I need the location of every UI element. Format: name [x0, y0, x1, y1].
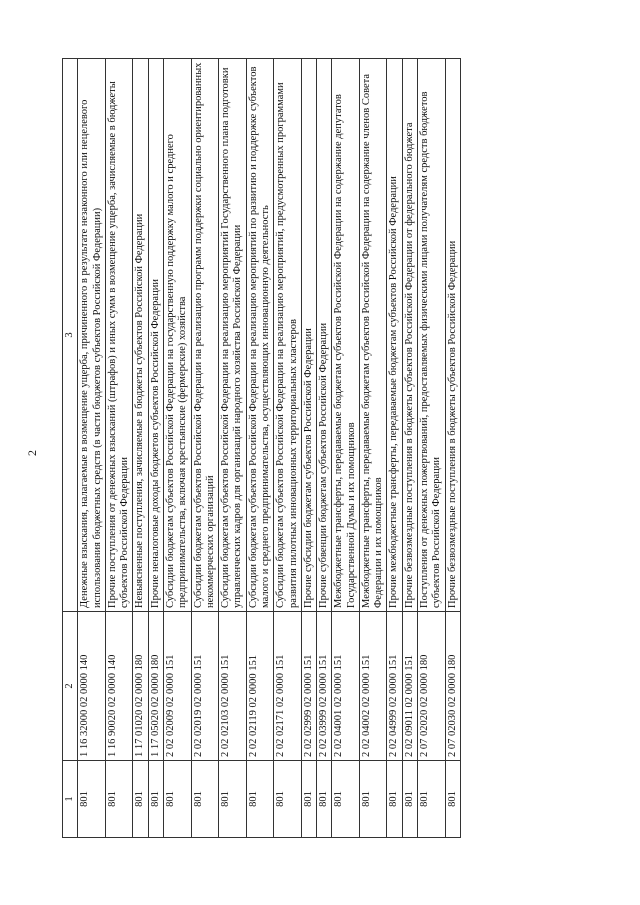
table-row — [301, 59, 316, 838]
revenue-name-cell: Прочие субвенции бюджетам субъектов Российской Федерации — [317, 59, 332, 612]
table-header-row — [63, 59, 78, 838]
table-row — [387, 59, 402, 838]
revenue-name-cell: Субсидии бюджетам субъектов Российской Федерации на государственную поддержку малого и среднего предпринимательства, включая крестьянские (фермерские) хозяйства — [163, 59, 191, 612]
revenue-name-cell: Денежные взыскания, налагаемые в возмещение ущерба, причиненного в результате незаконного или нецелевого использования бюджетных средств (в части бюджетов субъектов Российской Федерации) — [78, 59, 106, 612]
admin-code-cell: 801 — [387, 761, 402, 838]
table-row — [78, 59, 106, 838]
budget-classification-code-cell: 1 17 01020 02 0000 180 — [133, 612, 148, 761]
table-row — [105, 59, 133, 838]
revenue-name-cell: Межбюджетные трансферты, передаваемые бюджетам субъектов Российской Федерации на содержание членов Совета Федерации и их помощников — [359, 59, 387, 612]
admin-code-cell: 801 — [148, 761, 163, 838]
budget-classification-code-cell: 2 02 02171 02 0000 151 — [274, 612, 302, 761]
revenue-name-cell: Поступления от денежных пожертвований, предоставляемых физическими лицами получателям средств бюджетов субъектов Российской Федерации — [418, 59, 446, 612]
budget-classification-code-cell: 2 02 09011 02 0000 151 — [402, 612, 417, 761]
budget-classification-code-cell: 2 02 03999 02 0000 151 — [317, 612, 332, 761]
admin-code-cell: 801 — [317, 761, 332, 838]
budget-classification-code-cell: 1 17 05020 02 0000 180 — [148, 612, 163, 761]
table-row — [148, 59, 163, 838]
budget-classification-code-cell: 2 02 04001 02 0000 151 — [332, 612, 360, 761]
table-body — [78, 59, 461, 838]
table-row — [219, 59, 247, 838]
revenue-name-cell: Субсидии бюджетам субъектов Российской Федерации на реализацию мероприятий по развитию и поддержке субъектов малого и среднего предпринимательства, осуществляющих инновационную деятельность — [246, 59, 274, 612]
revenue-name-cell: Прочие поступления от денежных взысканий (штрафов) и иных сумм в возмещение ущерба, зачисляемые в бюджеты субъектов Российской Федерации — [105, 59, 133, 612]
admin-code-cell: 801 — [445, 761, 460, 838]
revenue-name-cell: Прочие межбюджетные трансферты, передаваемые бюджетам субъектов Российской Федерации — [387, 59, 402, 612]
admin-code-cell: 801 — [402, 761, 417, 838]
table-row — [332, 59, 360, 838]
budget-classification-code-cell: 2 02 02119 02 0000 151 — [246, 612, 274, 761]
admin-code-cell: 801 — [274, 761, 302, 838]
admin-code-cell: 801 — [219, 761, 247, 838]
table-row — [317, 59, 332, 838]
admin-code-cell: 801 — [418, 761, 446, 838]
table-row — [274, 59, 302, 838]
budget-classification-code-cell: 2 02 02999 02 0000 151 — [301, 612, 316, 761]
revenue-name-cell: Невыясненные поступления, зачисляемые в бюджеты субъектов Российской Федерации — [133, 59, 148, 612]
revenue-name-cell: Субсидии бюджетам субъектов Российской Федерации на реализацию мероприятий Государственного плана подготовки управленческих кадров для организаций народного хозяйства Российской Федерации — [219, 59, 247, 612]
admin-code-cell: 801 — [332, 761, 360, 838]
admin-code-cell: 801 — [133, 761, 148, 838]
admin-code-cell: 801 — [359, 761, 387, 838]
table-row — [191, 59, 219, 838]
table-row — [445, 59, 460, 838]
admin-code-cell: 801 — [246, 761, 274, 838]
column-header: 2 — [63, 612, 78, 761]
budget-classification-code-cell: 2 02 02009 02 0000 151 — [163, 612, 191, 761]
budget-classification-code-cell: 2 02 04002 02 0000 151 — [359, 612, 387, 761]
admin-code-cell: 801 — [78, 761, 106, 838]
budget-classification-code-cell: 2 02 02103 02 0000 151 — [219, 612, 247, 761]
column-header: 3 — [63, 59, 78, 612]
revenue-name-cell: Прочие безвозмездные поступления в бюджеты субъектов Российской Федерации от федерального бюджета — [402, 59, 417, 612]
budget-classification-code-cell: 2 02 04999 02 0000 151 — [387, 612, 402, 761]
revenue-name-cell: Субсидии бюджетам субъектов Российской Федерации на реализацию программ поддержки социально ориентированных некоммерческих организаций — [191, 59, 219, 612]
table-row — [246, 59, 274, 838]
revenue-name-cell: Субсидии бюджетам субъектов Российской Федерации на реализацию мероприятий, предусмотренных программами развития пилотных инновационных территориальных кластеров — [274, 59, 302, 612]
revenue-name-cell: Прочие субсидии бюджетам субъектов Российской Федерации — [301, 59, 316, 612]
revenue-name-cell: Прочие безвозмездные поступления в бюджеты субъектов Российской Федерации — [445, 59, 460, 612]
budget-classification-code-cell: 2 02 02019 02 0000 151 — [191, 612, 219, 761]
budget-classification-code-cell: 1 16 32000 02 0000 140 — [78, 612, 106, 761]
admin-code-cell: 801 — [163, 761, 191, 838]
budget-classification-code-cell: 2 07 02030 02 0000 180 — [445, 612, 460, 761]
admin-code-cell: 801 — [105, 761, 133, 838]
budget-codes-table — [62, 58, 461, 838]
revenue-name-cell: Межбюджетные трансферты, передаваемые бюджетам субъектов Российской Федерации на содержание депутатов Государственной Думы и их помощников — [332, 59, 360, 612]
table-row — [402, 59, 417, 838]
table-row — [163, 59, 191, 838]
admin-code-cell: 801 — [301, 761, 316, 838]
revenue-name-cell: Прочие неналоговые доходы бюджетов субъектов Российской Федерации — [148, 59, 163, 612]
admin-code-cell: 801 — [191, 761, 219, 838]
column-header: 1 — [63, 761, 78, 838]
table-row — [133, 59, 148, 838]
rotated-table-container — [62, 58, 584, 838]
table-row — [359, 59, 387, 838]
budget-classification-code-cell: 1 16 90020 02 0000 140 — [105, 612, 133, 761]
page-number: 2 — [25, 450, 39, 456]
budget-classification-code-cell: 2 07 02020 02 0000 180 — [418, 612, 446, 761]
table-row — [418, 59, 446, 838]
